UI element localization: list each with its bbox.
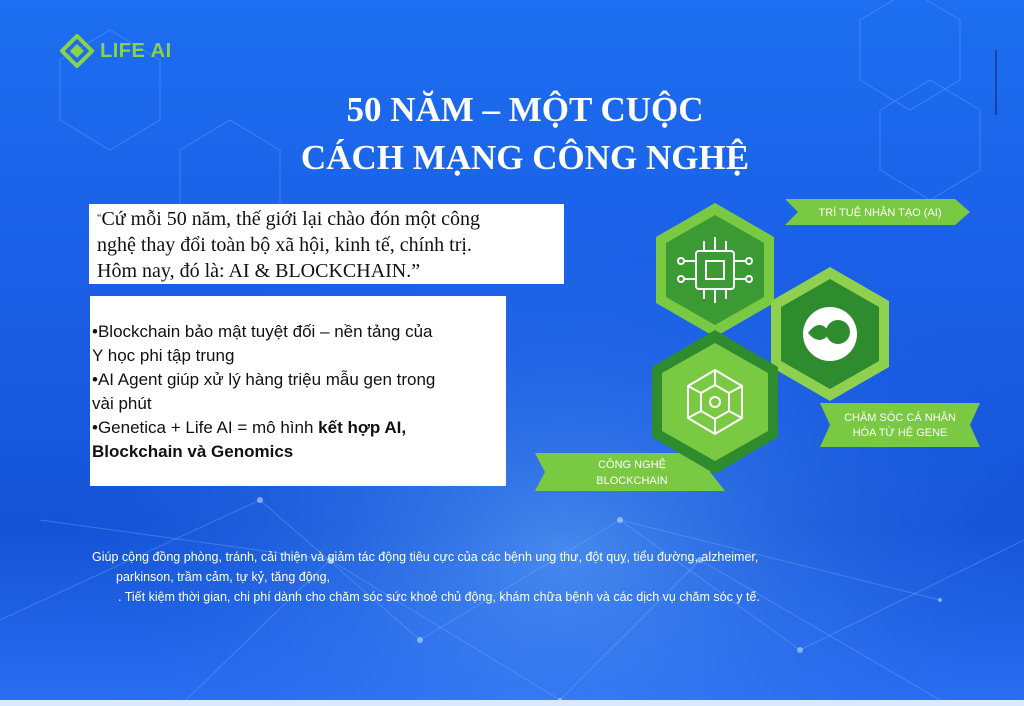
footer-line-1: Giúp cộng đồng phòng, tránh, cải thiện và giảm tác động tiêu cực của các bệnh ung thư, đột quỵ, tiểu đường, alzheimer,	[92, 550, 759, 564]
dna-care-icon	[803, 307, 857, 361]
label-blockchain-line-1: CÔNG NGHỆ	[598, 459, 666, 471]
quote-line-2: nghệ thay đổi toàn bộ xã hội, kinh tế, chính trị.	[97, 234, 472, 256]
bullet-3-bold-2: Blockchain và Genomics	[92, 442, 294, 461]
label-care-shape	[820, 403, 980, 447]
quote-line-3: Hôm nay, đó là: AI & BLOCKCHAIN.”	[97, 260, 421, 282]
technology-diagram	[530, 185, 1000, 505]
bullet-1-line-2: Y học phi tập trung	[92, 346, 235, 365]
quote-line-1-text: Cứ mỗi 50 năm, thế giới lại chào đón một công	[101, 208, 481, 230]
footer-text	[92, 547, 992, 607]
label-care-line-2: HÓA TỪ HỆ GENE	[852, 427, 948, 439]
bullet-1-line-1: •Blockchain bảo mật tuyệt đối – nền tảng của	[92, 322, 433, 341]
label-care-line-1: CHĂM SÓC CÁ NHÂN	[844, 412, 956, 424]
hexagon-ai	[656, 203, 774, 337]
bullet-3-line-1	[92, 416, 502, 440]
label-ai: TRÍ TUỆ NHÂN TẠO (AI)	[818, 207, 942, 219]
label-blockchain-line-2: BLOCKCHAIN	[596, 475, 668, 487]
quote-line-1	[97, 206, 556, 232]
logo-text: LIFE AI	[100, 39, 172, 62]
bullet-2-line-2: vài phút	[92, 394, 152, 413]
hexagon-care	[771, 267, 889, 401]
bullet-2-line-1: •AI Agent giúp xử lý hàng triệu mẫu gen trong	[92, 370, 436, 389]
bullet-3-prefix: •Genetica + Life AI = mô hình	[92, 418, 319, 437]
footer-line-3: . Tiết kiệm thời gian, chi phí dành cho chăm sóc sức khoẻ chủ động, khám chữa bệnh và các dịch vụ chăm sóc y tế.	[118, 590, 760, 604]
title-line-1: 50 NĂM – MỘT CUỘC	[346, 90, 704, 129]
hexagon-blockchain	[652, 330, 778, 474]
bullet-3-bold-1: kết hợp AI,	[318, 418, 407, 437]
quote-box	[89, 204, 564, 284]
brand-logo	[60, 34, 172, 68]
quote-open-mark: “	[97, 213, 102, 224]
life-ai-logo-icon	[60, 34, 94, 68]
title-line-2: CÁCH MẠNG CÔNG NGHỆ	[300, 138, 750, 177]
footer-line-2: parkinson, trầm cảm, tự kỷ, tăng động,	[116, 570, 331, 584]
page-title	[200, 86, 850, 182]
bullet-list-box	[90, 296, 506, 486]
